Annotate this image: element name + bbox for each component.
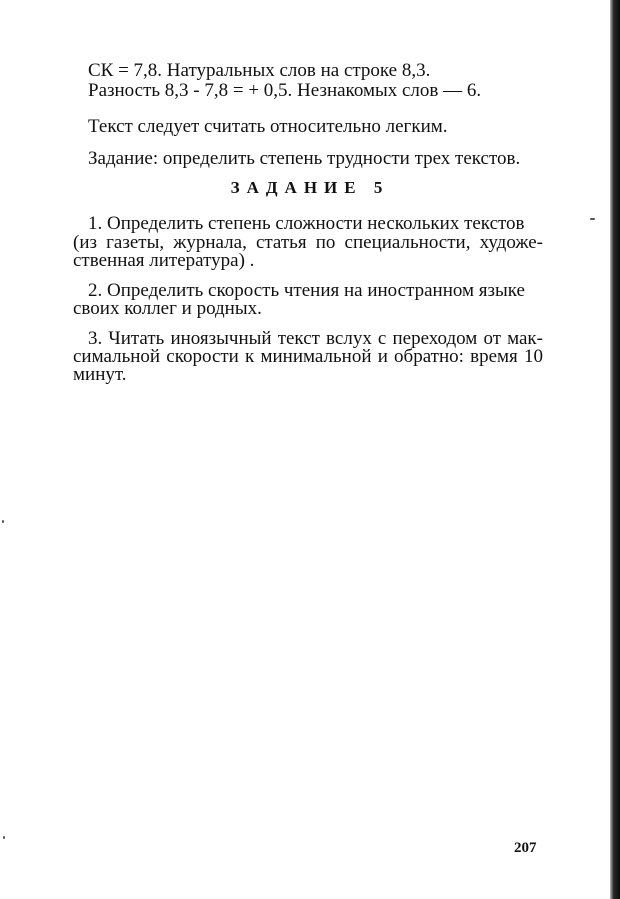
- page-number: 207: [514, 840, 537, 856]
- task-3-line-1: 3. Читать иноязычный текст вслух с переходом от мак-: [88, 328, 543, 349]
- task-1-line-1: 1. Определить степень сложности нескольких текстов: [88, 213, 525, 234]
- scan-speck: [590, 218, 595, 220]
- scan-speck: [3, 836, 5, 839]
- stats-line-1: СК = 7,8. Натуральных слов на строке 8,3.: [88, 60, 431, 81]
- conclusion-text: Текст следует считать относительно легким.: [88, 116, 448, 137]
- task-1-line-3: ственная литература) .: [73, 250, 255, 271]
- task-2-line-2: своих коллег и родных.: [73, 298, 262, 319]
- task-3-line-3: минут.: [73, 364, 127, 385]
- task-1-line-2: (из газеты, журнала, статья по специальности, художе-: [73, 232, 543, 253]
- page-binding-edge: [610, 0, 620, 899]
- task-3-line-2: симальной скорости к минимальной и обратно: время 10: [73, 346, 543, 367]
- scan-speck: [2, 520, 4, 523]
- section-heading: ЗАДАНИЕ 5: [230, 178, 390, 197]
- stats-line-2: Разность 8,3 - 7,8 = + 0,5. Незнакомых слов — 6.: [88, 80, 482, 101]
- assignment-text: Задание: определить степень трудности трех текстов.: [88, 148, 521, 169]
- task-2-line-1: 2. Определить скорость чтения на иностранном языке: [88, 280, 525, 301]
